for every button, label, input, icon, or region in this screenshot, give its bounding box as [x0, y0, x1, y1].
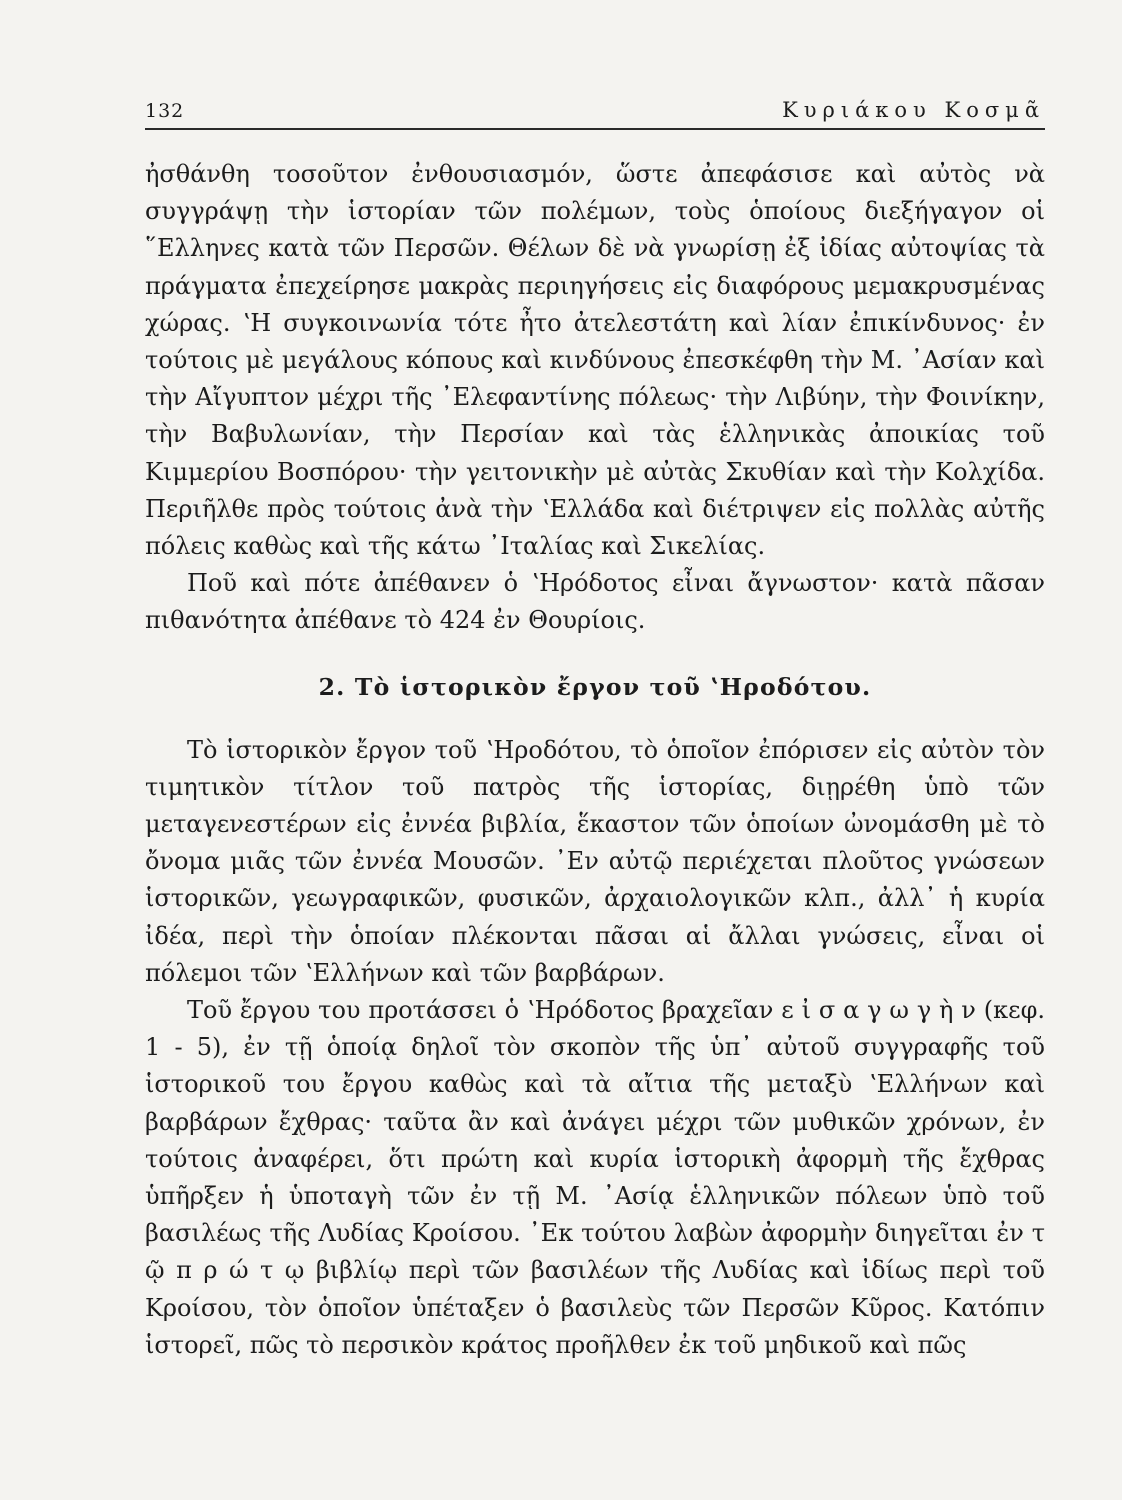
running-head: Κυριάκου Κοσμᾶ [782, 98, 1045, 122]
paragraph: Ποῦ καὶ πότε ἀπέθανεν ὁ ʽΗρόδοτος εἶναι ἄγνωστον· κατὰ πᾶσαν πιθανότητα ἀπέθανε τὸ 424 ἐν Θουρίοις. [145, 569, 1045, 635]
paragraph: ἠσθάνθη τοσοῦτον ἐνθουσιασμόν, ὥστε ἀπεφάσισε καὶ αὐτὸς νὰ συγγράψῃ τὴν ἱστορίαν τῶν πολέμων, τοὺς ὁποίους διεξήγαγον οἱ ῞Ελληνες κατὰ τῶν Περσῶν. Θέλων δὲ νὰ γνωρίσῃ ἐξ ἰδίας αὐτοψίας τὰ πράγματα ἐπεχείρησε μακρὰς περιηγήσεις εἰς διαφόρους μεμακρυσμένας χώρας. ʽΗ συγκοινωνία τότε ἦτο ἀτελεστάτη καὶ λίαν ἐπικίνδυνος· ἐν τούτοις μὲ μεγάλους κόπους καὶ κινδύνους ἐπεσκέφθη τὴν Μ. ᾿Ασίαν καὶ τὴν Αἴγυπτον μέχρι τῆς ᾿Ελεφαντίνης πόλεως· τὴν Λιβύην, τὴν Φοινίκην, τὴν Βαβυλωνίαν, τὴν Περσίαν καὶ τὰς ἑλληνικὰς ἀποικίας τοῦ Κιμμερίου Βοσπόρου· τὴν γειτονικὴν μὲ αὐτὰς Σκυθίαν καὶ τὴν Κολχίδα. Περιῆλθε πρὸς τούτοις ἀνὰ τὴν ʽΕλλάδα καὶ διέτριψεν εἰς πολλὰς αὐτῆς πόλεις καθὼς καὶ τῆς κάτω ᾿Ιταλίας καὶ Σικελίας. [145, 160, 1045, 561]
paragraph: Τὸ ἱστορικὸν ἔργον τοῦ ʽΗροδότου, τὸ ὁποῖον ἐπόρισεν εἰς αὐτὸν τὸν τιμητικὸν τίτλον τοῦ πατρὸς τῆς ἱστορίας, διῃρέθη ὑπὸ τῶν μεταγενεστέρων εἰς ἐννέα βιβλία, ἕκαστον τῶν ὁποίων ὠνομάσθη μὲ τὸ ὄνομα μιᾶς τῶν ἐννέα Μουσῶν. ᾿Εν αὐτῷ περιέχεται πλοῦτος γνώσεων ἱστορικῶν, γεωγραφικῶν, φυσικῶν, ἀρχαιολογικῶν κλπ., ἀλλ᾿ ἡ κυρία ἰδέα, περὶ τὴν ὁποίαν πλέκονται πᾶσαι αἱ ἄλλαι γνώσεις, εἶναι οἱ πόλεμοι τῶν ʽΕλλήνων καὶ τῶν βαρβάρων. [145, 735, 1045, 987]
page-header [145, 98, 1045, 130]
body-text [145, 156, 1045, 1364]
section-heading: 2. Τὸ ἱστορικὸν ἔργον τοῦ ʽΗροδότου. [318, 672, 872, 701]
page-number: 132 [145, 100, 185, 122]
paragraph: Τοῦ ἔργου του προτάσσει ὁ ʽΗρόδοτος βραχεῖαν ε ἰ σ α γ ω γ ὴ ν (κεφ. 1 - 5), ἐν τῇ ὁποίᾳ δηλοῖ τὸν σκοπὸν τῆς ὑπ᾿ αὐτοῦ συγγραφῆς τοῦ ἱστορικοῦ του ἔργου καθὼς καὶ τὰ αἴτια τῆς μεταξὺ ʽΕλλήνων καὶ βαρβάρων ἔχθρας· ταῦτα ἂν καὶ ἀνάγει μέχρι τῶν μυθικῶν χρόνων, ἐν τούτοις ἀναφέρει, ὅτι πρώτη καὶ κυρία ἱστορικὴ ἀφορμὴ τῆς ἔχθρας ὑπῆρξεν ἡ ὑποταγὴ τῶν ἐν τῇ Μ. ᾿Ασίᾳ ἑλληνικῶν πόλεων ὑπὸ τοῦ βασιλέως τῆς Λυδίας Κροίσου. ᾿Εκ τούτου λαβὼν ἀφορμὴν διηγεῖται ἐν τ ῷ π ρ ώ τ ῳ βιβλίῳ περὶ τῶν βασιλέων τῆς Λυδίας καὶ ἰδίως περὶ τοῦ Κροίσου, τὸν ὁποῖον ὑπέταξεν ὁ βασιλεὺς τῶν Περσῶν Κῦρος. Κατόπιν ἱστορεῖ, πῶς τὸ περσικὸν κράτος προῆλθεν ἐκ τοῦ μηδικοῦ καὶ πῶς [145, 996, 1045, 1359]
